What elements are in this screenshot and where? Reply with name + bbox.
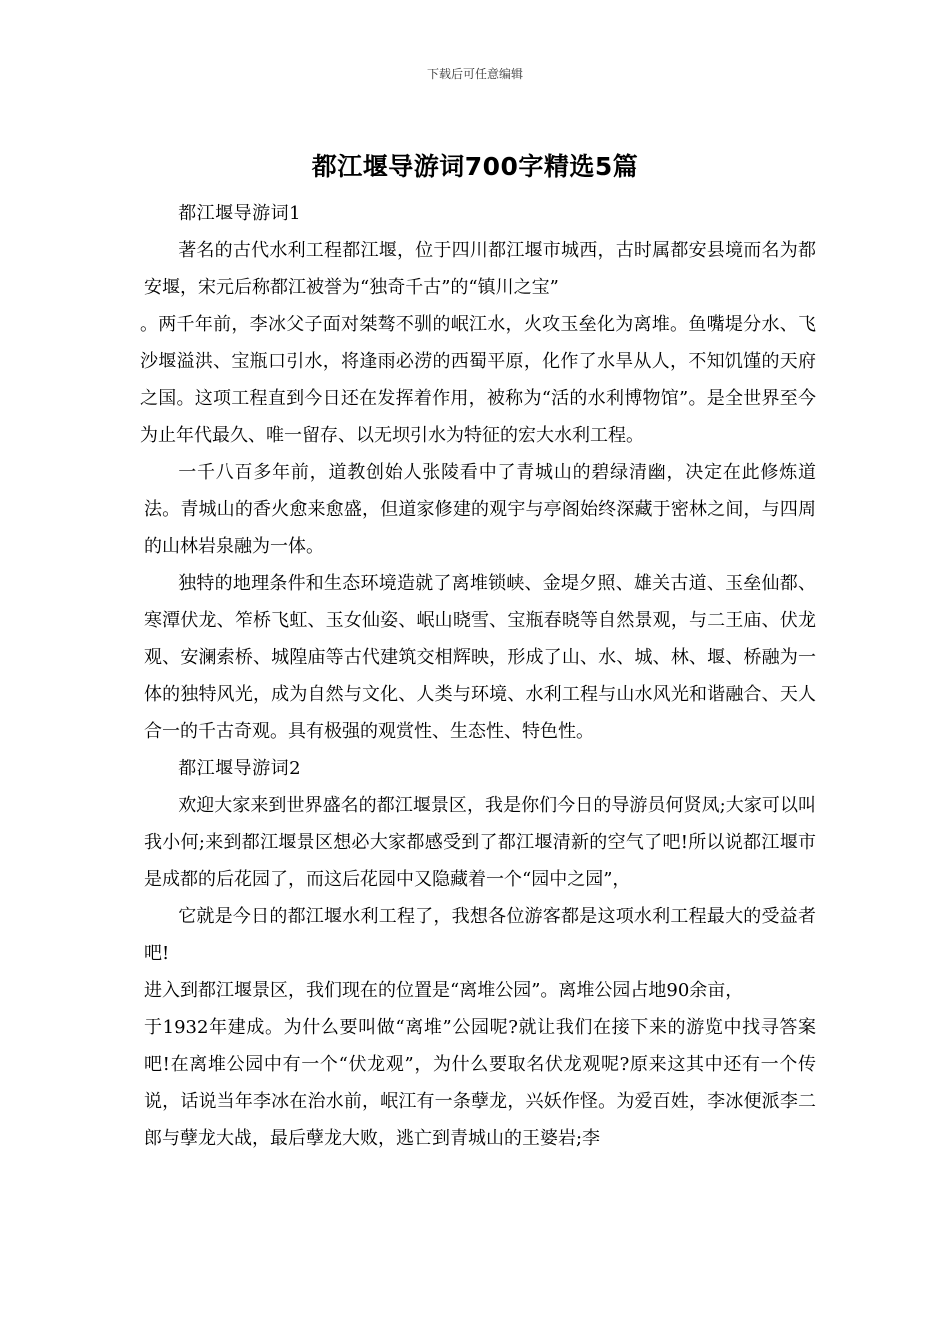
document-title: 都江堰导游词700字精选5篇 — [311, 152, 639, 181]
paragraph: 进入到都江堰景区，我们现在的位置是“离堆公园”。离堆公园占地90余亩， — [144, 980, 744, 1001]
document-body — [140, 195, 816, 1157]
paragraph: 独特的地理条件和生态环境造就了离堆锁峡、金堤夕照、雄关古道、玉垒仙都、寒潭伏龙、笮桥飞虹、玉女仙姿、岷山晓雪、宝瓶春晓等自然景观，与二王庙、伏龙观、安澜索桥、城隍庙等古代建筑交相辉映，形成了山、水、城、林、堰、桥融为一体的独特风光，成为自然与文化、人类与环境、水利工程与山水风光和谐融合、天人合一的千古奇观。具有极强的观赏性、生态性、特色性。 — [144, 573, 816, 742]
page-header-note: 下载后可任意编辑 — [426, 67, 523, 81]
paragraph: 一千八百多年前，道教创始人张陵看中了青城山的碧绿清幽，决定在此修炼道法。青城山的香火愈来愈盛，但道家修建的观宇与亭阁始终深藏于密林之间，与四周的山林岩泉融为一体。 — [144, 462, 816, 557]
paragraph: 欢迎大家来到世界盛名的都江堰景区，我是你们今日的导游员何贤凤;大家可以叫我小何;来到都江堰景区想必大家都感受到了都江堰清新的空气了吧!所以说都江堰市是成都的后花园了，而这后花园中又隐藏着一个“园中之园”， — [144, 795, 816, 890]
paragraph: 于1932年建成。为什么要叫做“离堆”公园呢?就让我们在接下来的游览中找寻答案吧!在离堆公园中有一个“伏龙观”，为什么要取名伏龙观呢?原来这其中还有一个传说，话说当年李冰在治水前，岷江有一条孽龙，兴妖作怪。为爱百姓，李冰便派李二郎与孽龙大战，最后孽龙大败，逃亡到青城山的王婆岩;李 — [144, 1017, 816, 1149]
section-heading: 都江堰导游词1 — [178, 203, 302, 224]
paragraph: 。两千年前，李冰父子面对桀骜不驯的岷江水，火攻玉垒化为离堆。鱼嘴堤分水、飞沙堰溢洪、宝瓶口引水，将逢雨必涝的西蜀平原，化作了水旱从人，不知饥馑的天府之国。这项工程直到今日还在发挥着作用，被称为“活的水利博物馆”。是全世界至今为止年代最久、唯一留存、以无坝引水为特征的宏大水利工程。 — [140, 314, 816, 446]
paragraph: 著名的古代水利工程都江堰，位于四川都江堰市城西，古时属都安县境而名为都安堰，宋元后称都江被誉为“独奇千古”的“镇川之宝” — [144, 240, 816, 298]
section-heading: 都江堰导游词2 — [178, 758, 302, 779]
paragraph: 它就是今日的都江堰水利工程了，我想各位游客都是这项水利工程最大的受益者吧! — [144, 906, 816, 964]
